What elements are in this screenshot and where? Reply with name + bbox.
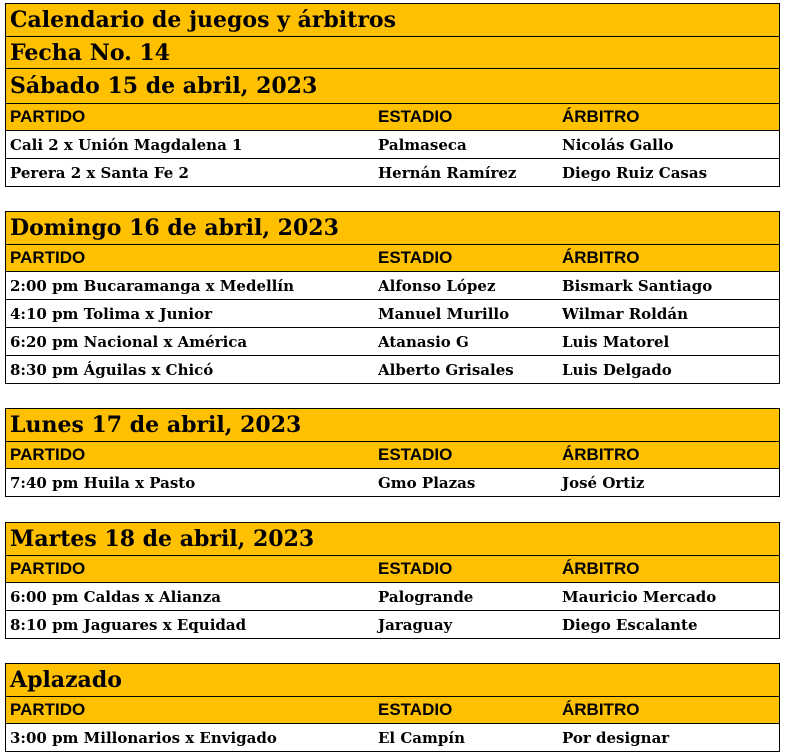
page-title-row [6, 4, 779, 37]
col-estadio: ESTADIO [378, 559, 453, 578]
col-arbitro: ÁRBITRO [562, 445, 640, 464]
schedule-block-aplazado [5, 663, 780, 752]
page-title: Calendario de juegos y árbitros [10, 7, 396, 33]
schedule-block-martes [5, 522, 780, 639]
stadium-cell: Alberto Grisales [378, 360, 514, 379]
day-header [6, 212, 779, 245]
referee-cell: Nicolás Gallo [562, 135, 674, 154]
col-estadio: ESTADIO [378, 445, 453, 464]
col-estadio: ESTADIO [378, 700, 453, 719]
column-header-row [6, 442, 779, 469]
day-header [6, 523, 779, 556]
day-title: Domingo 16 de abril, 2023 [10, 215, 339, 241]
table-row [6, 469, 779, 497]
col-partido: PARTIDO [10, 107, 86, 126]
table-row [6, 611, 779, 639]
referee-cell: Luis Matorel [562, 332, 670, 351]
stadium-cell: Jaraguay [378, 615, 453, 634]
col-arbitro: ÁRBITRO [562, 559, 640, 578]
table-row [6, 159, 779, 187]
col-estadio: ESTADIO [378, 107, 453, 126]
match-cell: 2:00 pm Bucaramanga x Medellín [10, 276, 294, 295]
referee-cell: Bismark Santiago [562, 276, 713, 295]
schedule-block-domingo [5, 211, 780, 384]
col-arbitro: ÁRBITRO [562, 248, 640, 267]
referee-cell: José Ortiz [562, 473, 645, 492]
col-partido: PARTIDO [10, 559, 86, 578]
column-header-row [6, 245, 779, 272]
fecha-label: Fecha No. 14 [10, 39, 171, 66]
schedule-block-sabado [5, 3, 780, 187]
column-header-row [6, 556, 779, 583]
stadium-cell: Palogrande [378, 587, 474, 606]
stadium-cell: Manuel Murillo [378, 304, 510, 323]
table-row [6, 356, 779, 384]
match-cell: Perera 2 x Santa Fe 2 [10, 163, 189, 182]
column-header-row [6, 104, 779, 131]
referee-cell: Diego Ruiz Casas [562, 163, 708, 182]
col-partido: PARTIDO [10, 248, 86, 267]
stadium-cell: Gmo Plazas [378, 473, 476, 492]
day-title: Martes 18 de abril, 2023 [10, 526, 315, 552]
day-header [6, 664, 779, 697]
day-title: Aplazado [10, 667, 122, 693]
match-cell: 8:10 pm Jaguares x Equidad [10, 615, 247, 634]
col-arbitro: ÁRBITRO [562, 700, 640, 719]
stadium-cell: Palmaseca [378, 135, 467, 154]
stadium-cell: Alfonso López [378, 276, 496, 295]
referee-cell: Wilmar Roldán [562, 304, 688, 323]
column-header-row [6, 697, 779, 724]
referee-cell: Luis Delgado [562, 360, 672, 379]
table-row [6, 131, 779, 159]
stadium-cell: Atanasio G [378, 332, 469, 351]
referee-cell: Diego Escalante [562, 615, 698, 634]
match-cell: 7:40 pm Huila x Pasto [10, 473, 196, 492]
match-cell: 8:30 pm Águilas x Chicó [10, 360, 214, 379]
match-cell: 4:10 pm Tolima x Junior [10, 304, 212, 323]
match-cell: 6:00 pm Caldas x Alianza [10, 587, 221, 606]
col-estadio: ESTADIO [378, 248, 453, 267]
day-title: Sábado 15 de abril, 2023 [10, 73, 318, 99]
stadium-cell: Hernán Ramírez [378, 163, 517, 182]
col-partido: PARTIDO [10, 445, 86, 464]
match-cell: Cali 2 x Unión Magdalena 1 [10, 135, 243, 154]
fecha-row [6, 37, 779, 69]
match-cell: 6:20 pm Nacional x América [10, 332, 248, 351]
referee-cell: Por designar [562, 728, 670, 747]
schedule-block-lunes [5, 408, 780, 497]
table-row [6, 724, 779, 752]
col-arbitro: ÁRBITRO [562, 107, 640, 126]
table-row [6, 583, 779, 611]
col-partido: PARTIDO [10, 700, 86, 719]
table-row [6, 272, 779, 300]
match-cell: 3:00 pm Millonarios x Envigado [10, 728, 277, 747]
day-header [6, 409, 779, 442]
referee-cell: Mauricio Mercado [562, 587, 717, 606]
stadium-cell: El Campín [378, 728, 465, 747]
table-row [6, 328, 779, 356]
day-title: Lunes 17 de abril, 2023 [10, 412, 302, 438]
day-header [6, 69, 779, 104]
table-row [6, 300, 779, 328]
